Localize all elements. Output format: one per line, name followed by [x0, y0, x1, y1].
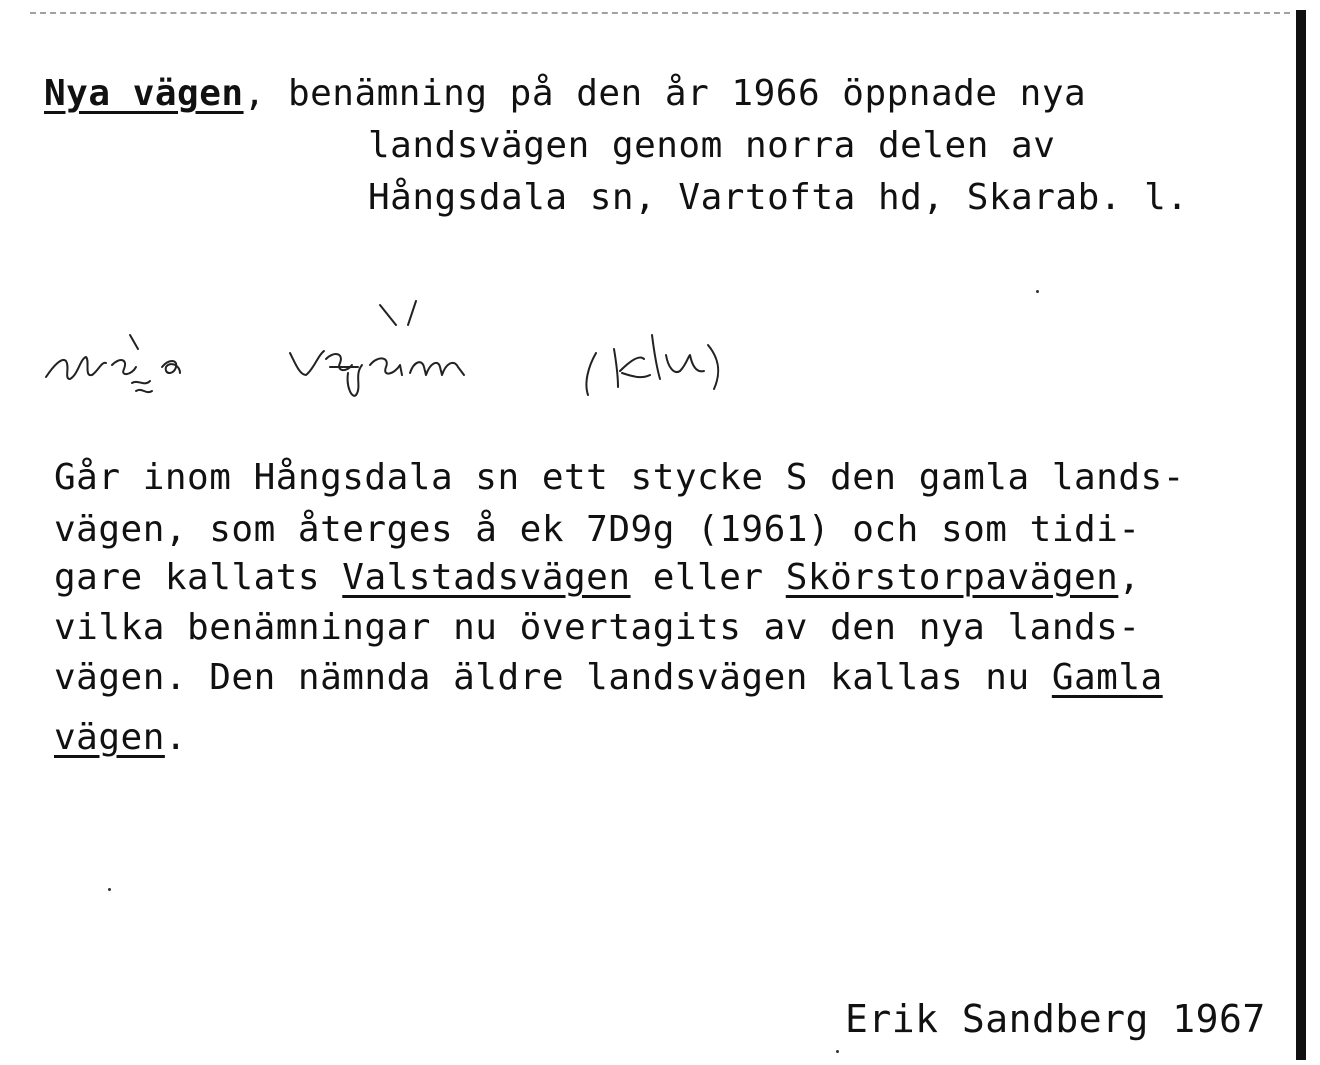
- body-line-3-mid: eller: [630, 557, 786, 598]
- handwritten-pronunciation: [40, 295, 840, 415]
- place-name-gamla: Gamla: [1051, 657, 1163, 698]
- definition-line-3: Hångsdala sn, Vartofta hd, Skarab. l.: [368, 177, 1189, 218]
- card-top-edge: [30, 12, 1290, 14]
- paper-speck: [836, 1050, 839, 1053]
- place-name-valstadsvagen: Valstadsvägen: [342, 557, 631, 598]
- body-line-2: vägen, som återges å ek 7D9g (1961) och som tidi-: [54, 509, 1141, 550]
- body-line-1: Går inom Hångsdala sn ett stycke S den gamla lands-: [54, 457, 1185, 498]
- body-line-4: vilka benämningar nu övertagits av den nya lands-: [54, 607, 1141, 648]
- paper-speck: [108, 888, 111, 891]
- place-name-skorstorpavagen: Skörstorpavägen: [785, 557, 1119, 598]
- handwritten-pronunciation-text: nyja vägan (Klu): [40, 295, 49, 296]
- paper-speck: [1036, 290, 1039, 293]
- body-line-5-start: vägen. Den nämnda äldre landsvägen kallas nu: [54, 657, 1052, 698]
- body-line-3-end: ,: [1118, 557, 1141, 598]
- entry-first-line: [44, 73, 1087, 114]
- body-line-5: [54, 657, 1163, 698]
- body-line-6-end: .: [164, 717, 188, 758]
- definition-line-2: landsvägen genom norra delen av: [368, 125, 1056, 166]
- body-line-3: [54, 557, 1141, 598]
- headword-punct: ,: [243, 73, 266, 114]
- headword: Nya vägen: [44, 73, 244, 114]
- place-name-vagen: vägen: [54, 717, 165, 758]
- signature: Erik Sandberg 1967: [845, 997, 1266, 1041]
- body-line-3-start: gare kallats: [54, 557, 343, 598]
- definition-line-1: benämning på den år 1966 öppnade nya: [265, 73, 1087, 114]
- card-right-edge: [1296, 10, 1306, 1060]
- body-line-6: [54, 717, 188, 758]
